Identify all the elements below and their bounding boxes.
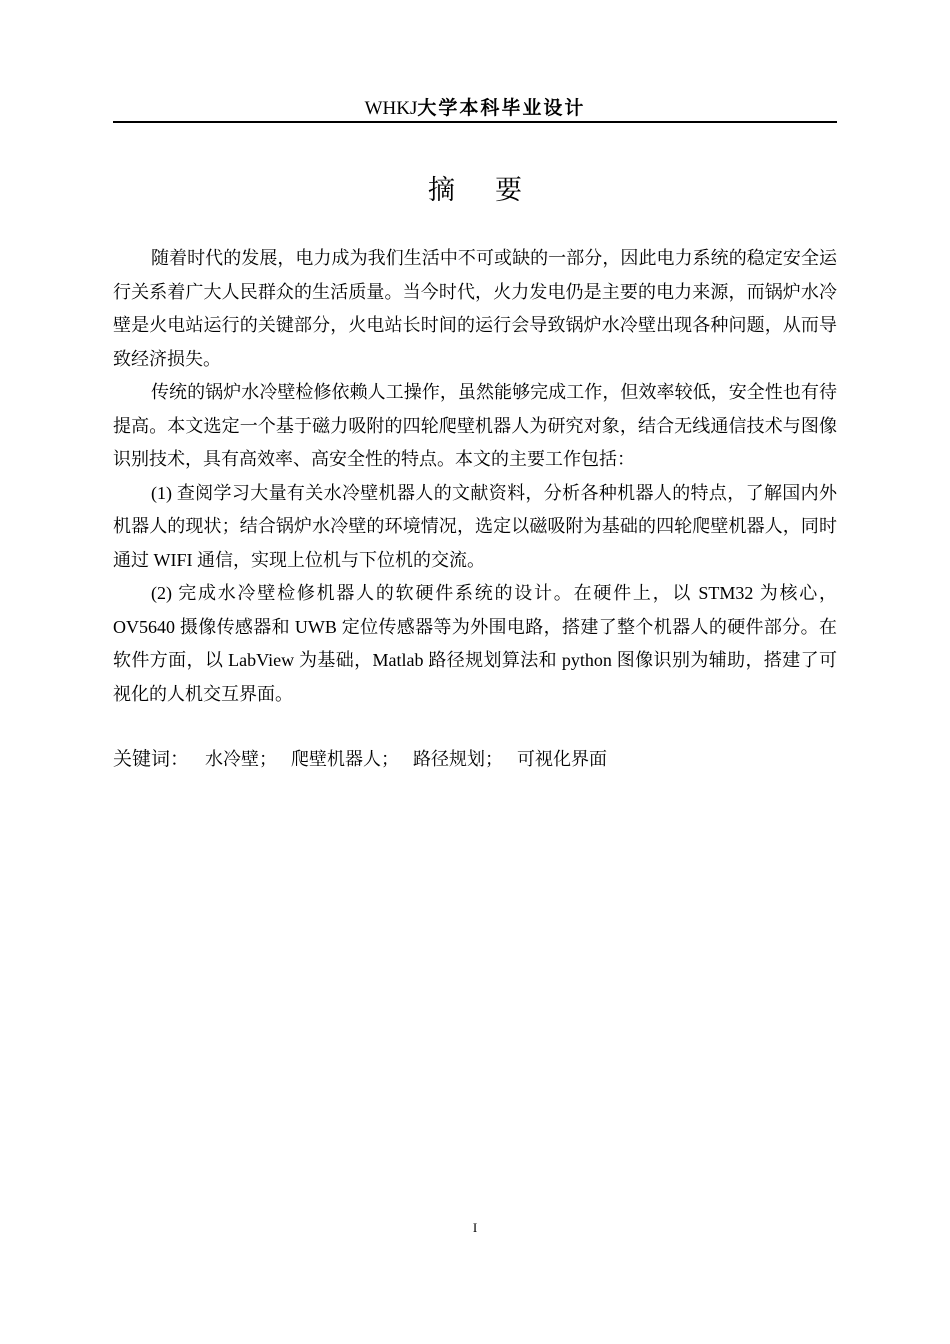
keywords-line xyxy=(113,744,837,774)
keyword-item: 路径规划； xyxy=(413,749,504,769)
page-header xyxy=(113,93,837,121)
paragraph-4: (2) 完成水冷壁检修机器人的软硬件系统的设计。在硬件上，以 STM32 为核心，OV5640 摄像传感器和 UWB 定位传感器等为外围电路，搭建了整个机器人的硬件部分。在软件方面，以 LabView 为基础，Matlab 路径规划算法和 python 图像识别为辅助，搭建了可视化的人机交互界面。 xyxy=(113,583,837,704)
paragraph-1: 随着时代的发展，电力成为我们生活中不可或缺的一部分，因此电力系统的稳定安全运行关系着广大人民群众的生活质量。当今时代，火力发电仍是主要的电力来源，而锅炉水冷壁是火电站运行的关键部分，火电站长时间的运行会导致锅炉水冷壁出现各种问题，从而导致经济损失。 xyxy=(113,248,837,369)
keywords-label: 关键词： xyxy=(113,748,190,770)
paragraph-3: (1) 查阅学习大量有关水冷壁机器人的文献资料，分析各种机器人的特点，了解国内外机器人的现状；结合锅炉水冷壁的环境情况，选定以磁吸附为基础的四轮爬壁机器人，同时通过 WIFI 通信，实现上位机与下位机的交流。 xyxy=(113,482,837,570)
keyword-item: 水冷壁； xyxy=(205,749,278,769)
keyword-item: 可视化界面 xyxy=(517,749,608,769)
abstract-body xyxy=(113,242,837,711)
page-title: 摘要 xyxy=(428,175,562,206)
page-number: I xyxy=(472,1220,478,1235)
header-rule xyxy=(113,121,837,123)
keyword-item: 爬壁机器人； xyxy=(291,749,400,769)
header-cjk-text: 大学本科毕业设计 xyxy=(417,97,586,119)
header-latin-text: WHKJ xyxy=(364,98,418,119)
paragraph-2: 传统的锅炉水冷壁检修依赖人工操作，虽然能够完成工作，但效率较低，安全性也有待提高。本文选定一个基于磁力吸附的四轮爬壁机器人为研究对象，结合无线通信技术与图像识别技术，具有高效率、高安全性的特点。本文的主要工作包括： xyxy=(113,382,837,469)
